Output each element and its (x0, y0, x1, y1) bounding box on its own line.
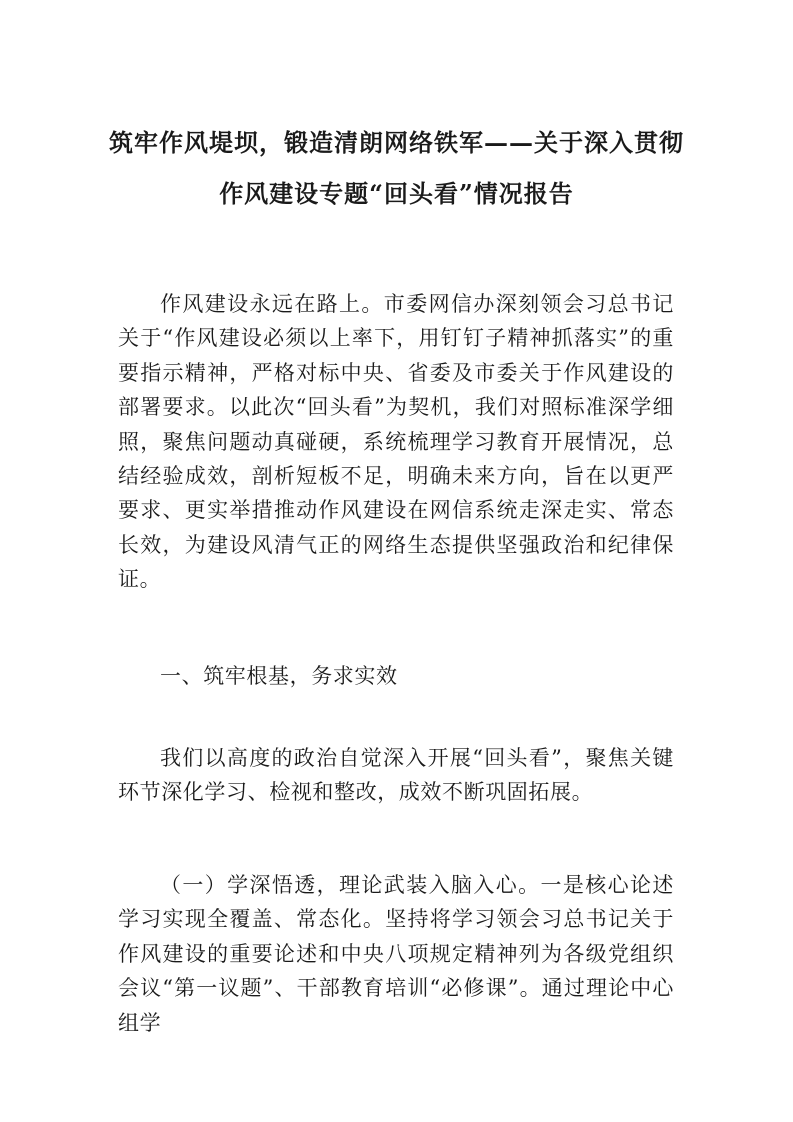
subsection-1-paragraph: （一）学深悟透，理论武装入脑入心。一是核心论述学习实现全覆盖、常态化。坚持将学习领会习总书记关于作风建设的重要论述和中央八项规定精神列为各级党组织会议“第一议题”、干部教育培训“必修课”。通过理论中心组学 (118, 873, 674, 1035)
document-title-line-1: 筑牢作风堤坝，锻造清朗网络铁军——关于深入贯彻 (109, 128, 684, 157)
document-title-line-2: 作风建设专题“回头看”情况报告 (219, 179, 574, 208)
intro-paragraph: 作风建设永远在路上。市委网信办深刻领会习总书记关于“作风建设必须以上率下，用钉钉子精神抓落实”的重要指示精神，严格对标中央、省委及市委关于作风建设的部署要求。以此次“回头看”为契机，我们对照标准深学细照，聚焦问题动真碰硬，系统梳理学习教育开展情况，总结经验成效，剖析短板不足，明确未来方向，旨在以更严要求、更实举措推动作风建设在网信系统走深走实、常态长效，为建设风清气正的网络生态提供坚强政治和纪律保证。 (118, 292, 674, 592)
section-1-heading: 一、筑牢根基，务求实效 (160, 664, 398, 688)
section-1-paragraph: 我们以高度的政治自觉深入开展“回头看”，聚焦关键环节深化学习、检视和整改，成效不断巩固拓展。 (118, 746, 674, 805)
